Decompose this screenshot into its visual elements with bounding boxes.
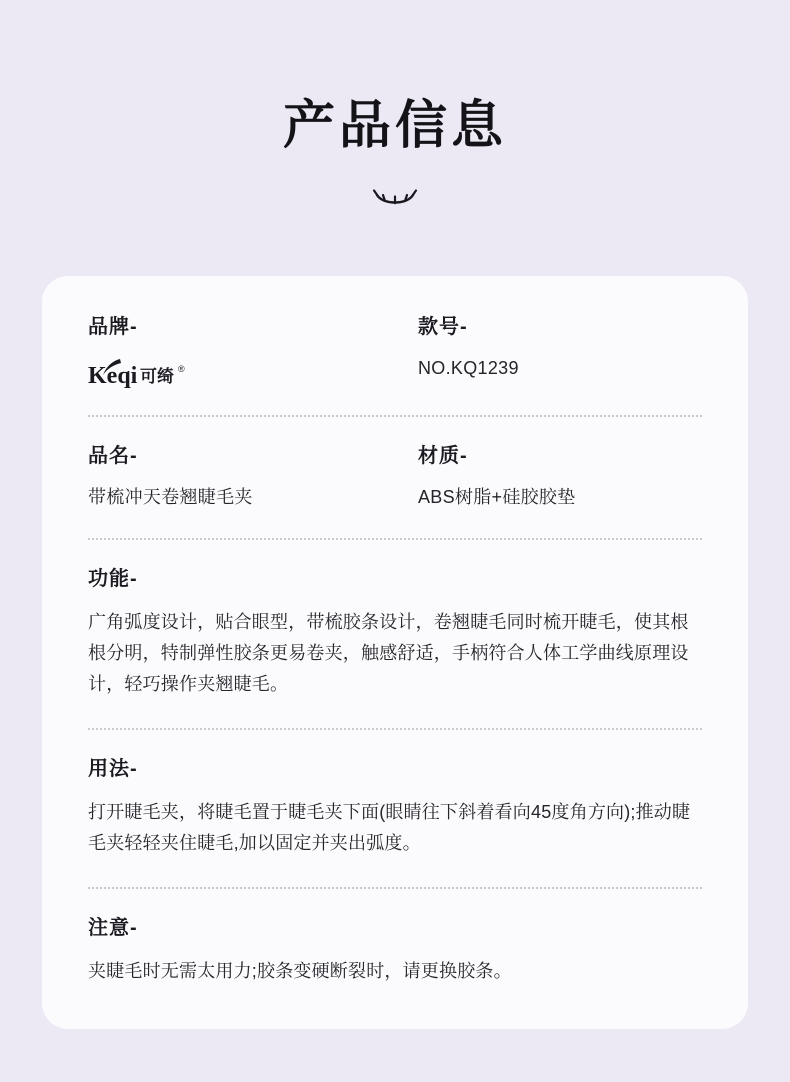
- product-info-card: [42, 276, 748, 1029]
- field-caution-value: 夹睫毛时无需太用力;胶条变硬断裂时，请更换胶条。: [88, 960, 512, 981]
- svg-text:可绮: 可绮: [140, 367, 174, 386]
- field-usage-label: 用法-: [88, 757, 138, 780]
- field-model-value: NO.KQ1239: [418, 358, 519, 378]
- field-usage-value: 打开睫毛夹，将睫毛置于睫毛夹下面(眼睛往下斜着看向45度角方向);推动睫毛夹轻轻夹住睫毛,加以固定并夹出弧度。: [88, 801, 691, 853]
- info-row-name-material: [88, 439, 702, 512]
- field-material-label: 材质-: [418, 445, 468, 467]
- field-caution: [88, 911, 702, 989]
- brand-logo: [88, 355, 406, 389]
- divider: [88, 728, 702, 730]
- svg-text:Keqi: Keqi: [88, 363, 138, 389]
- field-model: [418, 310, 702, 389]
- divider: [88, 538, 702, 540]
- info-row-brand-model: [88, 310, 702, 389]
- field-product-name-label: 品名-: [88, 445, 138, 467]
- page-title: 产品信息: [282, 97, 507, 155]
- eyelash-icon: [371, 185, 419, 211]
- field-material-value: ABS树脂+硅胶胶垫: [418, 487, 576, 507]
- svg-text:®: ®: [178, 364, 185, 374]
- field-product-name-value: 带梳冲天卷翘睫毛夹: [88, 487, 253, 507]
- field-brand: [88, 310, 418, 389]
- field-function: [88, 562, 702, 702]
- field-usage: [88, 752, 702, 861]
- field-caution-label: 注意-: [88, 916, 138, 939]
- field-material: [418, 439, 702, 512]
- field-model-label: 款号-: [418, 316, 468, 338]
- field-brand-label: 品牌-: [88, 316, 138, 338]
- divider: [88, 415, 702, 417]
- field-function-label: 功能-: [88, 567, 138, 590]
- field-product-name: [88, 439, 418, 512]
- divider: [88, 887, 702, 889]
- field-function-value: 广角弧度设计，贴合眼型，带梳胶条设计，卷翘睫毛同时梳开睫毛，使其根根分明，特制弹性胶条更易卷夹，触感舒适，手柄符合人体工学曲线原理设计，轻巧操作夹翘睫毛。: [88, 611, 689, 694]
